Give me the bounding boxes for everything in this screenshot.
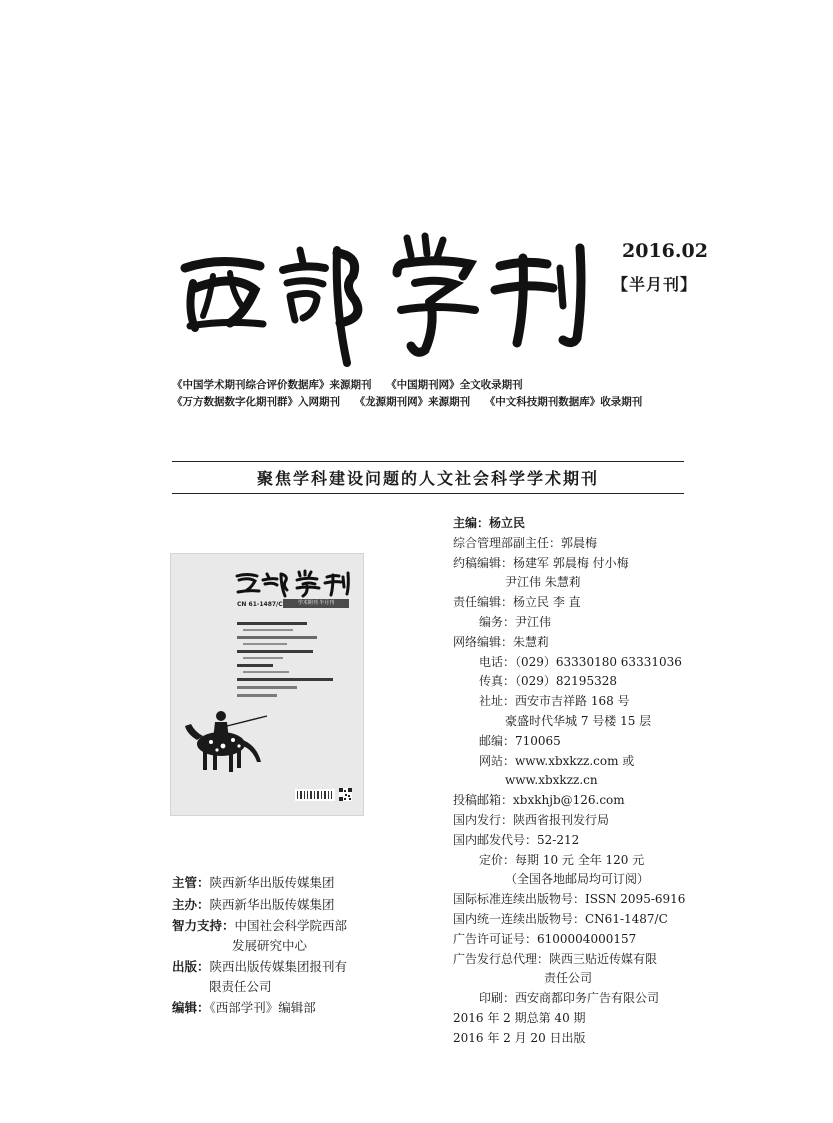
cover-subline [243, 643, 287, 645]
barcode-graphic [295, 789, 335, 801]
cover-thumbnail [170, 553, 364, 816]
cover-headline [237, 636, 317, 639]
masthead-details [453, 514, 753, 1049]
support-label: 智力支持： [172, 918, 235, 933]
cover-subline [243, 629, 293, 631]
detail-line: 电话：（029）63330180 63331036 [479, 654, 682, 669]
index-line: 《中国学术期刊综合评价数据库》来源期刊 《中国期刊网》全文收录期刊 [172, 379, 523, 391]
sponsor-label: 主管： [172, 875, 210, 890]
detail-line: 定价：每期 10 元 全年 120 元 [479, 852, 645, 867]
detail-line: 国内发行：陕西省报刊发行局 [453, 812, 610, 827]
editor-label: 编辑： [172, 1000, 210, 1015]
editor-line [172, 997, 316, 1018]
publisher-line-2: 限责任公司 [209, 979, 272, 994]
logo-char-kan [495, 248, 581, 343]
detail-line: 综合管理部副主任：郭晨梅 [453, 535, 598, 550]
cover-headline [237, 664, 273, 667]
detail-line: 社址：西安市吉祥路 168 号 [479, 694, 630, 709]
index-line: 《万方数据数字化期刊群》入网期刊 《龙源期刊网》来源期刊 《中文科技期刊数据库》收录期刊 [172, 396, 643, 408]
sponsor-value: 陕西新华出版传媒集团 [209, 875, 335, 890]
support-value: 中国社会科学院西部 [234, 918, 348, 933]
detail-line: 广告许可证号：6100004000157 [453, 931, 637, 946]
editor-value: 《西部学刊》编辑部 [209, 1000, 316, 1015]
masthead-logo [175, 228, 595, 368]
detail-line: （全国各地邮局均可订阅） [505, 872, 650, 887]
support-line [172, 915, 347, 936]
divider-top [172, 461, 684, 462]
detail-line: 编务：尹江伟 [479, 614, 552, 629]
detail-line: 国内邮发代号：52-212 [453, 832, 580, 847]
support-line-2: 发展研究中心 [232, 938, 308, 953]
cover-badge: 学术期刊 半月刊 [283, 599, 349, 608]
cover-headline [237, 686, 297, 689]
cover-subline [243, 671, 289, 673]
cover-headline [237, 650, 313, 653]
detail-line: 约稿编辑：杨建军 郭晨梅 付小梅 [453, 555, 629, 570]
cover-headline [237, 694, 277, 697]
detail-line: 主编：杨立民 [453, 516, 526, 530]
host-value: 陕西新华出版传媒集团 [209, 897, 335, 912]
detail-line: 2016 年 2 期总第 40 期 [453, 1010, 586, 1025]
detail-line: 豪盛时代华城 7 号楼 15 层 [505, 713, 652, 728]
host-label: 主办： [172, 897, 210, 912]
detail-line: 国内统一连续出版物号：CN61-1487/C [453, 911, 668, 926]
logo-char-bu [283, 250, 358, 363]
detail-line: 网络编辑：朱慧莉 [453, 634, 550, 649]
detail-line: 邮编：710065 [479, 733, 561, 748]
host-line [172, 894, 335, 915]
detail-line: 印刷：西安商都印务广告有限公司 [479, 991, 660, 1006]
divider-bottom [172, 493, 684, 494]
publisher-value: 陕西出版传媒集团报刊有 [209, 959, 348, 974]
cover-horseman-illustration [181, 702, 269, 778]
detail-line: 责任编辑：杨立民 李 直 [453, 595, 581, 610]
cover-logo [233, 568, 351, 598]
cover-cn: CN 61-1487/C [237, 601, 283, 608]
cover-headline [237, 678, 333, 681]
qr-code-icon [339, 788, 352, 801]
detail-line: 国际标准连续出版物号：ISSN 2095-6916 [453, 892, 686, 907]
publisher-label: 出版： [172, 959, 210, 974]
detail-line: 网站：www.xbxkzz.com 或 [479, 753, 635, 768]
detail-line: 广告发行总代理：陕西三贴近传媒有限 [453, 951, 658, 966]
detail-line: 2016 年 2 月 20 日出版 [453, 1030, 586, 1045]
detail-line: 投稿邮箱：xbxkhjb@126.com [453, 793, 625, 808]
detail-line: 尹江伟 朱慧莉 [505, 575, 581, 590]
detail-line: www.xbxkzz.cn [505, 773, 598, 788]
logo-char-xue [397, 236, 475, 352]
detail-line: 传真：（029）82195328 [479, 674, 617, 689]
cover-headline [237, 622, 307, 625]
issue-number: 2016.02 [622, 240, 708, 262]
logo-char-xi [185, 261, 263, 328]
publisher-line [172, 956, 347, 977]
cover-subline [243, 657, 283, 659]
frequency-label: 【半月刊】 [612, 275, 698, 294]
sponsor-line [172, 872, 335, 893]
slogan: 聚焦学科建设问题的人文社会科学学术期刊 [256, 469, 599, 488]
detail-line: 责任公司 [544, 971, 593, 986]
